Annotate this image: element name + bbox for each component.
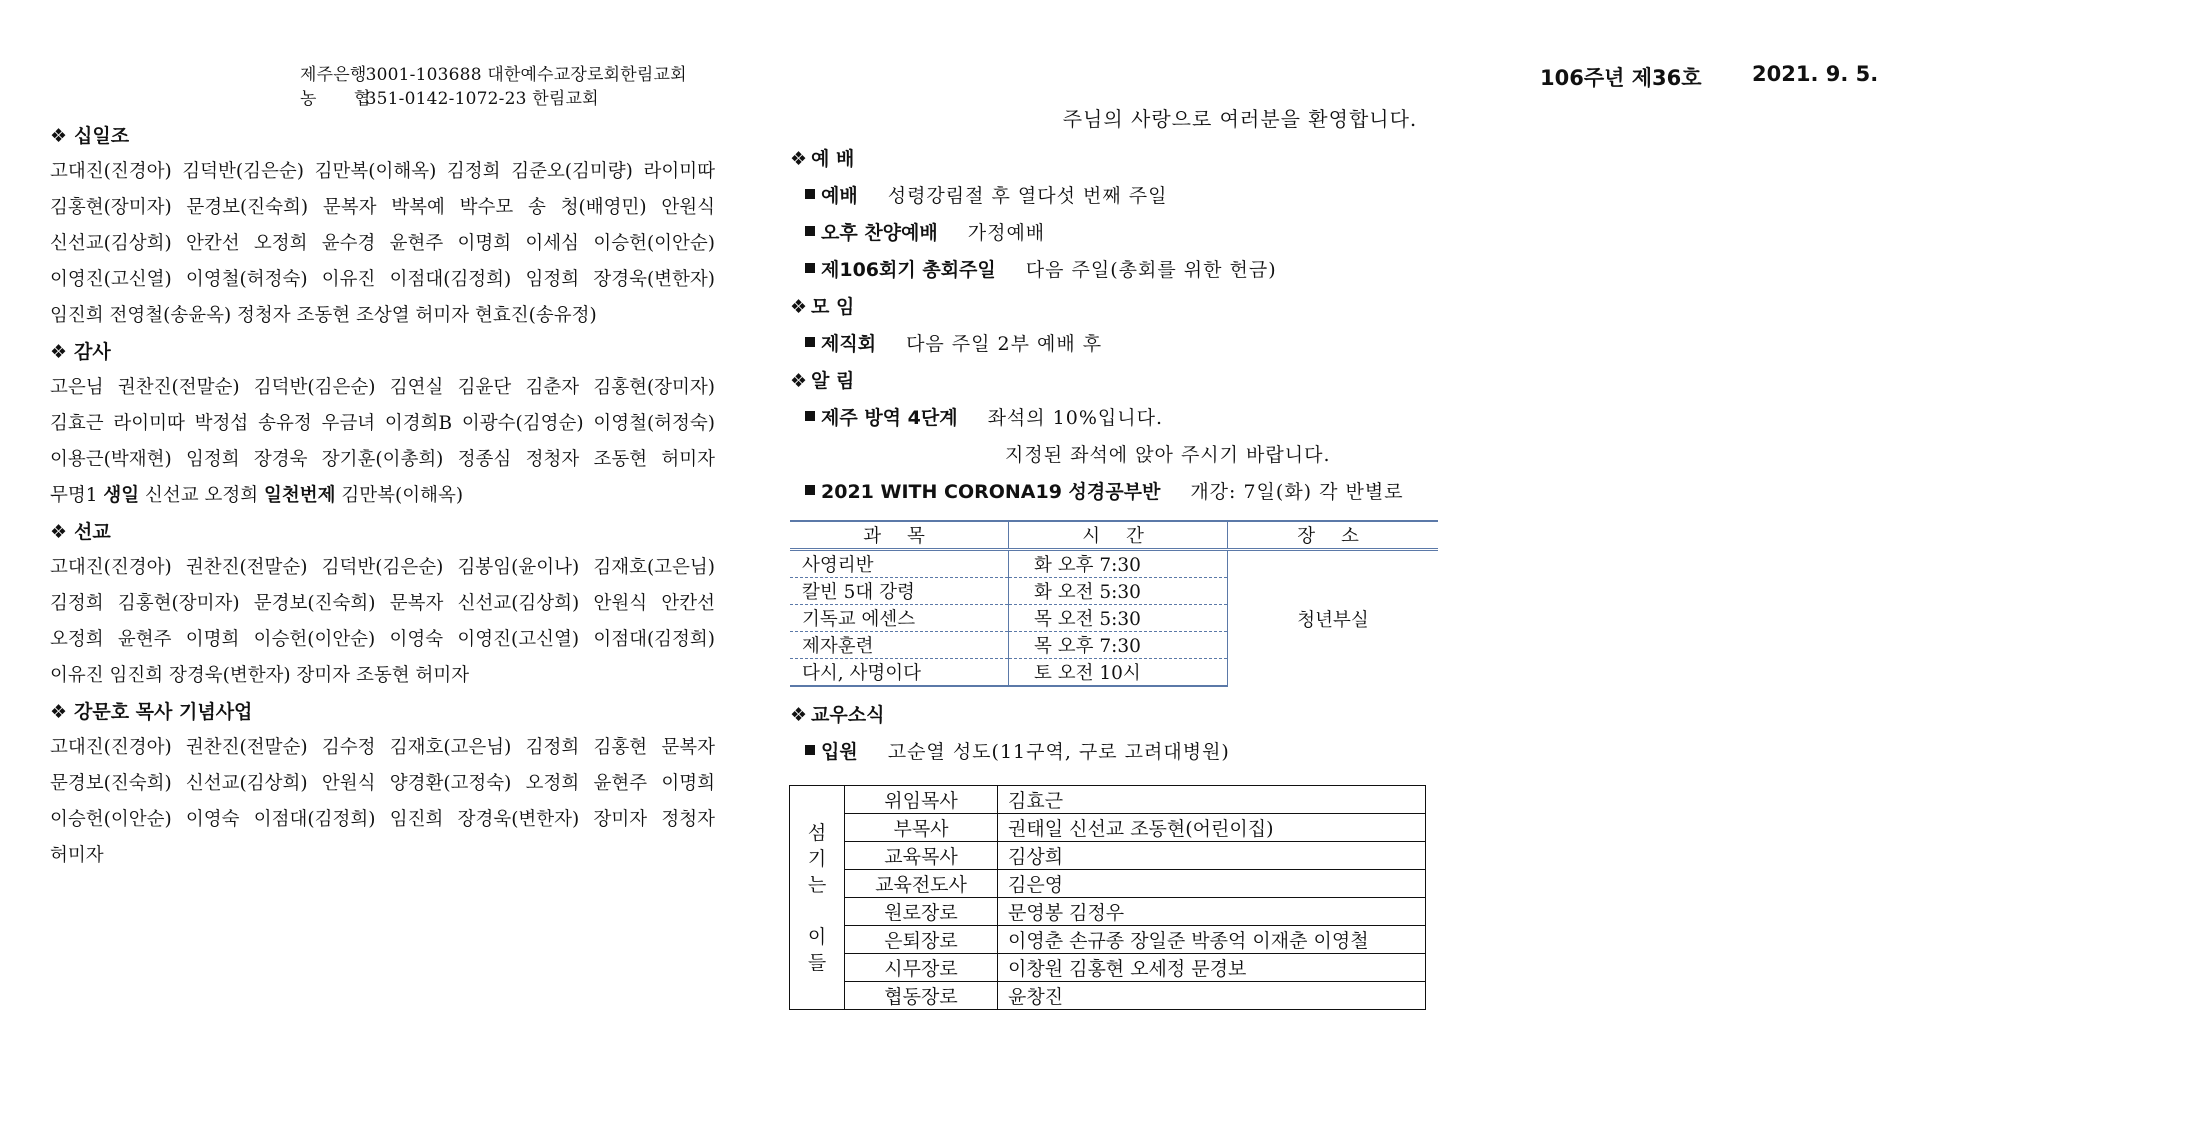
names-text: 문경보(진숙희) 신선교(김상희) 안원식 양경환(고정숙) 오정희 윤현주 이명희 (50, 773, 715, 794)
names-text: 고은님 권찬진(전말순) 김덕반(김은순) 김연실 김윤단 김춘자 김홍현(장미자) (50, 377, 715, 398)
subject-cell: 사영리반 (790, 550, 1009, 578)
section-heading (50, 514, 715, 550)
bank-label: 농 협 (300, 89, 387, 109)
table-header-row (790, 521, 1438, 550)
diamond-icon: ❖ (790, 704, 808, 726)
names-text: 김효근 라이미따 박정섭 송유정 우금녀 이경희B 이광수(김영순) 이영철(허정숙) (50, 413, 715, 434)
side-char: 기 (807, 847, 827, 870)
diamond-icon: ❖ (790, 296, 808, 318)
staff-row (790, 842, 1426, 870)
square-bullet-icon (805, 745, 815, 755)
staff-role: 원로장로 (845, 898, 998, 926)
side-char: 들 (807, 951, 827, 974)
section-heading (50, 694, 715, 730)
name-line (50, 406, 715, 442)
worship-item (805, 255, 1277, 282)
names-text: 신선교 오정희 (139, 485, 265, 506)
name-line (50, 442, 715, 478)
item-key: 제주 방역 4단계 (821, 407, 958, 429)
notice-item (805, 403, 1163, 430)
name-line (50, 730, 715, 766)
welcome-message: 주님의 사랑으로 여러분을 환영합니다. (1062, 107, 1418, 131)
square-bullet-icon (805, 485, 815, 495)
names-text: 김만복(이해옥) (335, 485, 464, 506)
worship-title: 예 배 (811, 148, 855, 170)
staff-role: 부목사 (845, 814, 998, 842)
diamond-icon: ❖ (790, 148, 808, 170)
meeting-title: 모 임 (811, 296, 855, 318)
subject-cell: 제자훈련 (790, 632, 1009, 659)
names-text: 고대진(진경아) 권찬진(전말순) 김수정 김재호(고은님) 김정희 김홍현 문복자 (50, 737, 715, 758)
staff-row (790, 814, 1426, 842)
staff-role: 협동장로 (845, 982, 998, 1010)
names-text: 고대진(진경아) 김덕반(김은순) 김만복(이해옥) 김정희 김준오(김미량) 라이미따 (50, 161, 715, 182)
staff-names: 문영봉 김정우 (998, 898, 1426, 926)
diamond-icon: ❖ (50, 521, 68, 543)
name-line (50, 550, 715, 586)
bank-line-jeju (300, 60, 687, 85)
item-value: 다음 주일 2부 예배 후 (906, 333, 1103, 355)
news-item (805, 737, 1230, 764)
name-line (50, 622, 715, 658)
names-text: 무명1 (50, 485, 104, 506)
staff-role: 교육목사 (845, 842, 998, 870)
item-value: 다음 주일(총회를 위한 헌금) (1025, 259, 1277, 281)
name-line (50, 478, 715, 514)
names-text: 이유진 임진희 장경욱(변한자) 장미자 조동현 허미자 (50, 665, 470, 686)
bank-info: 3001-103688 대한예수교장로회한림교회 (365, 65, 687, 85)
staff-row (790, 926, 1426, 954)
subject-cell: 기독교 에센스 (790, 605, 1009, 632)
name-line (50, 190, 715, 226)
square-bullet-icon (805, 411, 815, 421)
bible-study-schedule-table (790, 520, 1438, 687)
side-char: 는 (807, 873, 827, 896)
column-header: 과 목 (790, 521, 1009, 550)
bank-line-nonghyup (300, 84, 599, 109)
bank-info: 351-0142-1072-23 한림교회 (365, 89, 599, 109)
name-line (50, 262, 715, 298)
name-line (50, 298, 715, 334)
news-heading (790, 700, 884, 727)
worship-item (805, 181, 1167, 208)
item-key: 입원 (821, 741, 858, 763)
staff-names: 권태일 신선교 조동현(어린이집) (998, 814, 1426, 842)
square-bullet-icon (805, 263, 815, 273)
staff-names: 김은영 (998, 870, 1426, 898)
staff-row (790, 954, 1426, 982)
staff-side-label (790, 786, 845, 1010)
names-text: 오정희 윤현주 이명희 이승헌(이안순) 이영숙 이영진(고신열) 이점대(김정희) (50, 629, 715, 650)
names-text: 고대진(진경아) 권찬진(전말순) 김덕반(김은순) 김봉임(윤이나) 김재호(고은님) (50, 557, 715, 578)
place-cell: 청년부실 (1297, 609, 1369, 631)
news-title: 교우소식 (811, 704, 885, 726)
worship-item (805, 218, 1045, 245)
staff-row (790, 786, 1426, 814)
meeting-heading (790, 292, 854, 319)
square-bullet-icon (805, 337, 815, 347)
staff-names: 윤창진 (998, 982, 1426, 1010)
names-text: 이영진(고신열) 이영철(허정숙) 이유진 이점대(김정희) 임정희 장경욱(변한자) (50, 269, 715, 290)
names-text: 신선교(김상희) 안칸선 오정희 윤수경 윤현주 이명희 이세심 이승헌(이안순) (50, 233, 715, 254)
subject-cell: 칼빈 5대 강령 (790, 578, 1009, 605)
column-header: 시 간 (1009, 521, 1228, 550)
time-cell: 목 오후 7:30 (1009, 632, 1228, 659)
item-key: 2021 WITH CORONA19 성경공부반 (821, 481, 1161, 503)
names-text: 김정희 김홍현(장미자) 문경보(진숙희) 문복자 신선교(김상희) 안원식 안칸선 (50, 593, 715, 614)
staff-names: 김효근 (998, 786, 1426, 814)
offering-type-label: 생일 (103, 485, 140, 506)
side-char: 이 (807, 925, 827, 948)
staff-row (790, 870, 1426, 898)
table-row (790, 550, 1438, 578)
name-line (50, 802, 715, 838)
time-cell: 목 오전 5:30 (1009, 605, 1228, 632)
diamond-icon: ❖ (50, 341, 68, 363)
offering-type-label: 일천번제 (264, 485, 336, 506)
time-cell: 화 오후 7:30 (1009, 550, 1228, 578)
item-key: 제직회 (821, 333, 877, 355)
square-bullet-icon (805, 226, 815, 236)
item-value: 지정된 좌석에 앉아 주시기 바랍니다. (1005, 444, 1331, 466)
section-title: 선교 (74, 521, 111, 543)
name-line (50, 838, 715, 874)
staff-role: 위임목사 (845, 786, 998, 814)
staff-row (790, 898, 1426, 926)
diamond-icon: ❖ (50, 701, 68, 723)
subject-cell: 다시, 사명이다 (790, 659, 1009, 687)
name-line (50, 586, 715, 622)
offering-list (50, 118, 715, 874)
time-cell: 토 오전 10시 (1009, 659, 1228, 687)
name-line (50, 226, 715, 262)
item-key: 제106회기 총회주일 (821, 259, 996, 281)
section-title: 십일조 (74, 125, 130, 147)
issue-number: 106주년 제36호 (1540, 66, 1702, 90)
notice-item-continued (1005, 440, 1331, 467)
worship-heading (790, 144, 854, 171)
church-staff-table (789, 785, 1426, 1010)
item-value: 개강: 7일(화) 각 반별로 (1190, 481, 1404, 503)
notice-heading (790, 366, 854, 393)
section-heading (50, 334, 715, 370)
meeting-item (805, 329, 1102, 356)
staff-names: 이영춘 손규종 장일준 박종억 이재춘 이영철 (998, 926, 1426, 954)
staff-names: 김상희 (998, 842, 1426, 870)
name-line (50, 154, 715, 190)
item-value: 좌석의 10%입니다. (987, 407, 1164, 429)
staff-row (790, 982, 1426, 1010)
staff-role: 교육전도사 (845, 870, 998, 898)
item-key: 오후 찬양예배 (821, 222, 938, 244)
square-bullet-icon (805, 189, 815, 199)
staff-role: 시무장로 (845, 954, 998, 982)
notice-item (805, 477, 1404, 504)
time-cell: 화 오전 5:30 (1009, 578, 1228, 605)
item-value: 가정예배 (967, 222, 1046, 244)
name-line (50, 658, 715, 694)
notice-title: 알 림 (811, 370, 855, 392)
section-heading (50, 118, 715, 154)
section-title: 감사 (74, 341, 111, 363)
item-key: 예배 (821, 185, 858, 207)
item-value: 성령강림절 후 열다섯 번째 주일 (887, 185, 1168, 207)
bank-label: 제주은행 (300, 65, 367, 85)
item-value: 고순열 성도(11구역, 구로 고려대병원) (887, 741, 1230, 763)
side-char: 섬 (807, 821, 827, 844)
staff-names: 이창원 김홍현 오세정 문경보 (998, 954, 1426, 982)
names-text: 허미자 (50, 845, 104, 866)
names-text: 이용근(박재현) 임정희 장경욱 장기훈(이총희) 정종심 정청자 조동현 허미자 (50, 449, 715, 470)
names-text: 이승헌(이안순) 이영숙 이점대(김정희) 임진희 장경욱(변한자) 장미자 정청자 (50, 809, 715, 830)
names-text: 임진희 전영철(송윤옥) 정청자 조동현 조상열 허미자 현효진(송유정) (50, 305, 597, 326)
column-header: 장 소 (1228, 521, 1439, 550)
diamond-icon: ❖ (50, 125, 68, 147)
issue-date: 2021. 9. 5. (1752, 62, 1879, 86)
section-title: 강문호 목사 기념사업 (74, 701, 253, 723)
names-text: 김홍현(장미자) 문경보(진숙희) 문복자 박복예 박수모 송 청(배영민) 안원식 (50, 197, 715, 218)
diamond-icon: ❖ (790, 370, 808, 392)
name-line (50, 766, 715, 802)
name-line (50, 370, 715, 406)
staff-role: 은퇴장로 (845, 926, 998, 954)
